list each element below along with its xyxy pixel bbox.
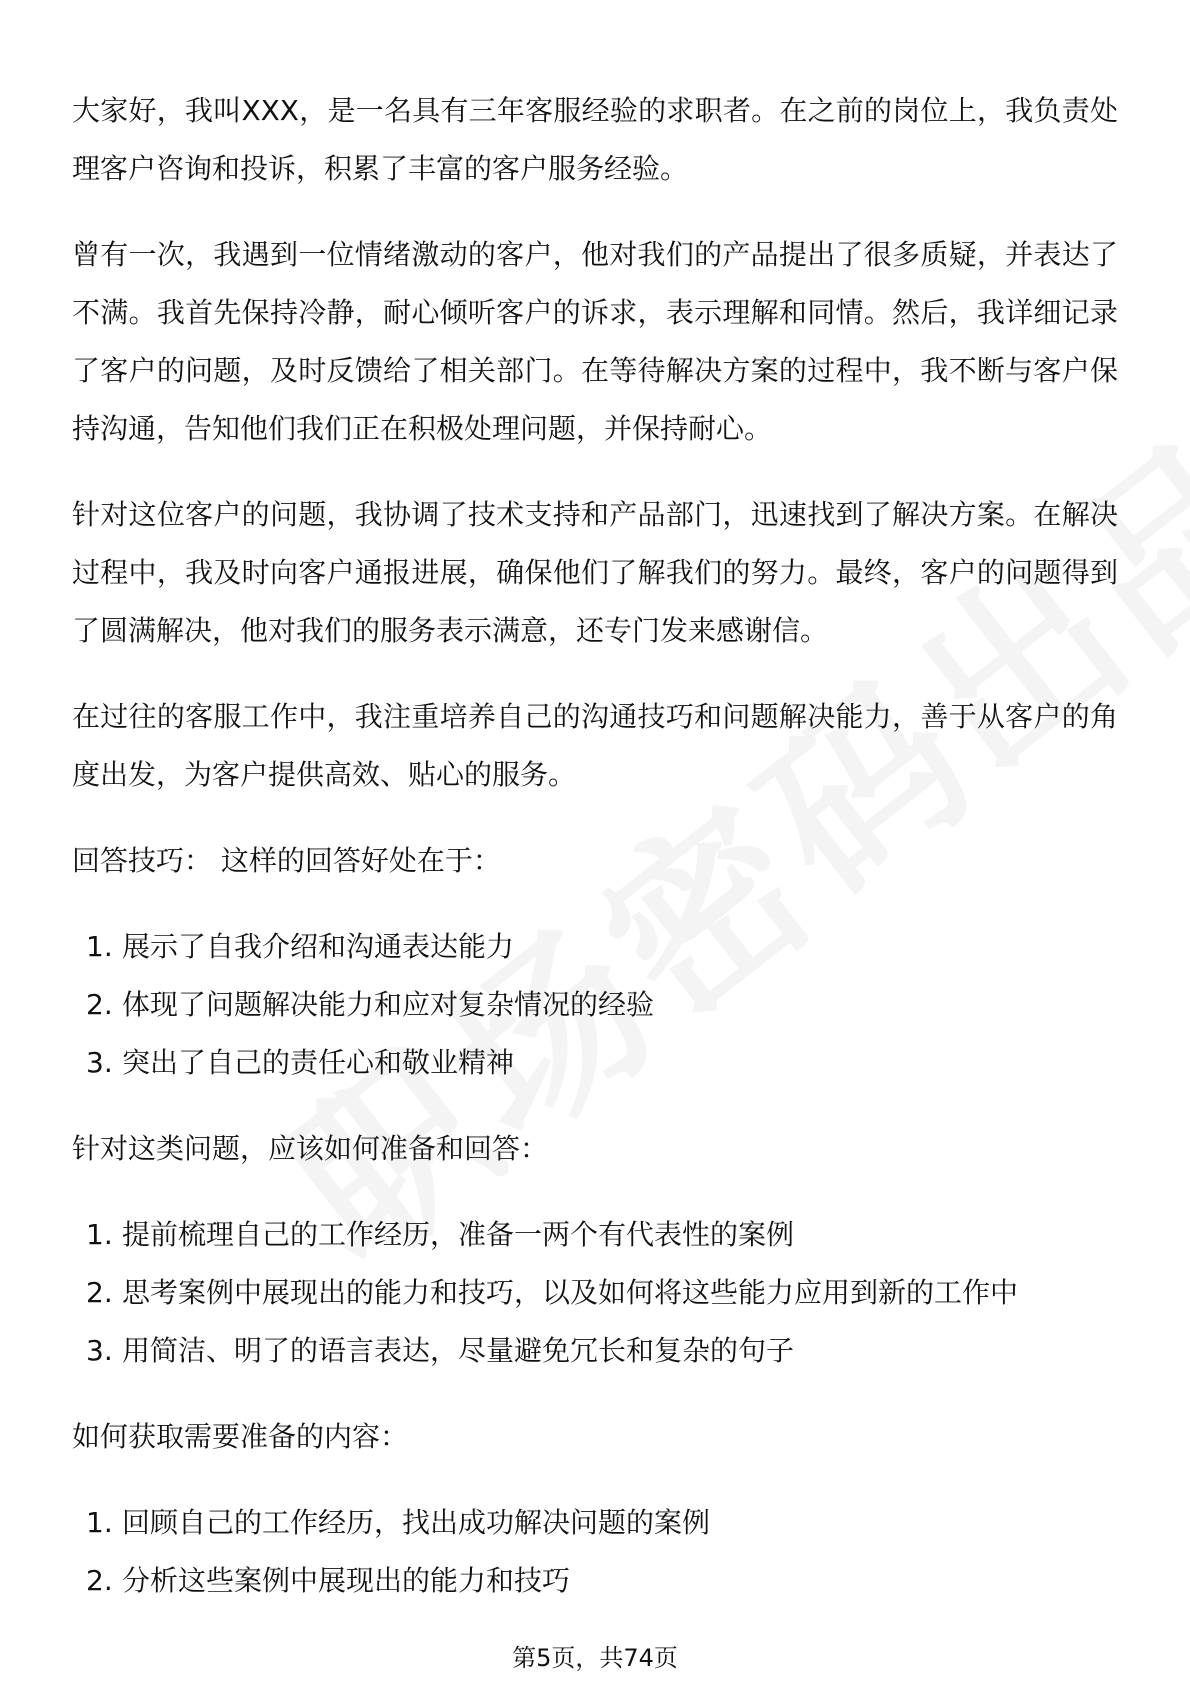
list-text: 体现了问题解决能力和应对复杂情况的经验 xyxy=(122,988,655,1021)
list-text: 提前梳理自己的工作经历，准备一两个有代表性的案例 xyxy=(122,1218,795,1251)
paragraph-summary: 在过往的客服工作中，我注重培养自己的沟通技巧和问题解决能力，善于从客户的角度出发，为客户提供高效、贴心的服务。 xyxy=(72,700,1118,791)
section-answer-tips xyxy=(72,832,1118,1092)
list-item xyxy=(72,1552,1118,1610)
paragraph-resolution: 针对这位客户的问题，我协调了技术支持和产品部门，迅速找到了解决方案。在解决过程中，我及时向客户通报进展，确保他们了解我们的努力。最终，客户的问题得到了圆满解决，他对我们的服务表示满意，还专门发来感谢信。 xyxy=(72,498,1118,647)
list-text: 思考案例中展现出的能力和技巧，以及如何将这些能力应用到新的工作中 xyxy=(122,1276,1019,1309)
paragraph-story: 曾有一次，我遇到一位情绪激动的客户，他对我们的产品提出了很多质疑，并表达了不满。我首先保持冷静，耐心倾听客户的诉求，表示理解和同情。然后，我详细记录了客户的问题，及时反馈给了相关部门。在等待解决方案的过程中，我不断与客户保持沟通，告知他们我们正在积极处理问题，并保持耐心。 xyxy=(72,238,1118,445)
paragraph-intro: 大家好，我叫XXX，是一名具有三年客服经验的求职者。在之前的岗位上，我负责处理客户咨询和投诉，积累了丰富的客户服务经验。 xyxy=(72,94,1118,185)
list-text: 展示了自我介绍和沟通表达能力 xyxy=(122,930,515,963)
list-item xyxy=(72,1206,1118,1264)
numbered-list xyxy=(72,1206,1118,1380)
list-number: 1. xyxy=(86,1218,113,1251)
page-number-footer: 第5页，共74页 xyxy=(512,1644,678,1672)
list-number: 2. xyxy=(86,1564,113,1597)
list-number: 1. xyxy=(86,1506,113,1539)
list-number: 2. xyxy=(86,988,113,1021)
section-heading: 回答技巧： 这样的回答好处在于： xyxy=(72,844,501,877)
list-item xyxy=(72,918,1118,976)
section-how-to-gather xyxy=(72,1408,1118,1610)
list-number: 2. xyxy=(86,1276,113,1309)
numbered-list xyxy=(72,1494,1118,1610)
list-item xyxy=(72,1322,1118,1380)
section-how-to-prepare xyxy=(72,1120,1118,1380)
list-item xyxy=(72,1264,1118,1322)
section-heading: 如何获取需要准备的内容： xyxy=(72,1420,409,1453)
numbered-list xyxy=(72,918,1118,1092)
list-item xyxy=(72,976,1118,1034)
section-heading: 针对这类问题，应该如何准备和回答： xyxy=(72,1132,549,1165)
list-text: 回顾自己的工作经历，找出成功解决问题的案例 xyxy=(122,1506,711,1539)
list-text: 突出了自己的责任心和敬业精神 xyxy=(122,1046,515,1079)
list-number: 3. xyxy=(86,1046,113,1079)
list-number: 1. xyxy=(86,930,113,963)
list-text: 用简洁、明了的语言表达，尽量避免冗长和复杂的句子 xyxy=(122,1334,795,1367)
list-text: 分析这些案例中展现出的能力和技巧 xyxy=(122,1564,571,1597)
list-number: 3. xyxy=(86,1334,113,1367)
list-item xyxy=(72,1494,1118,1552)
list-item xyxy=(72,1034,1118,1092)
document-body xyxy=(72,82,1118,1638)
